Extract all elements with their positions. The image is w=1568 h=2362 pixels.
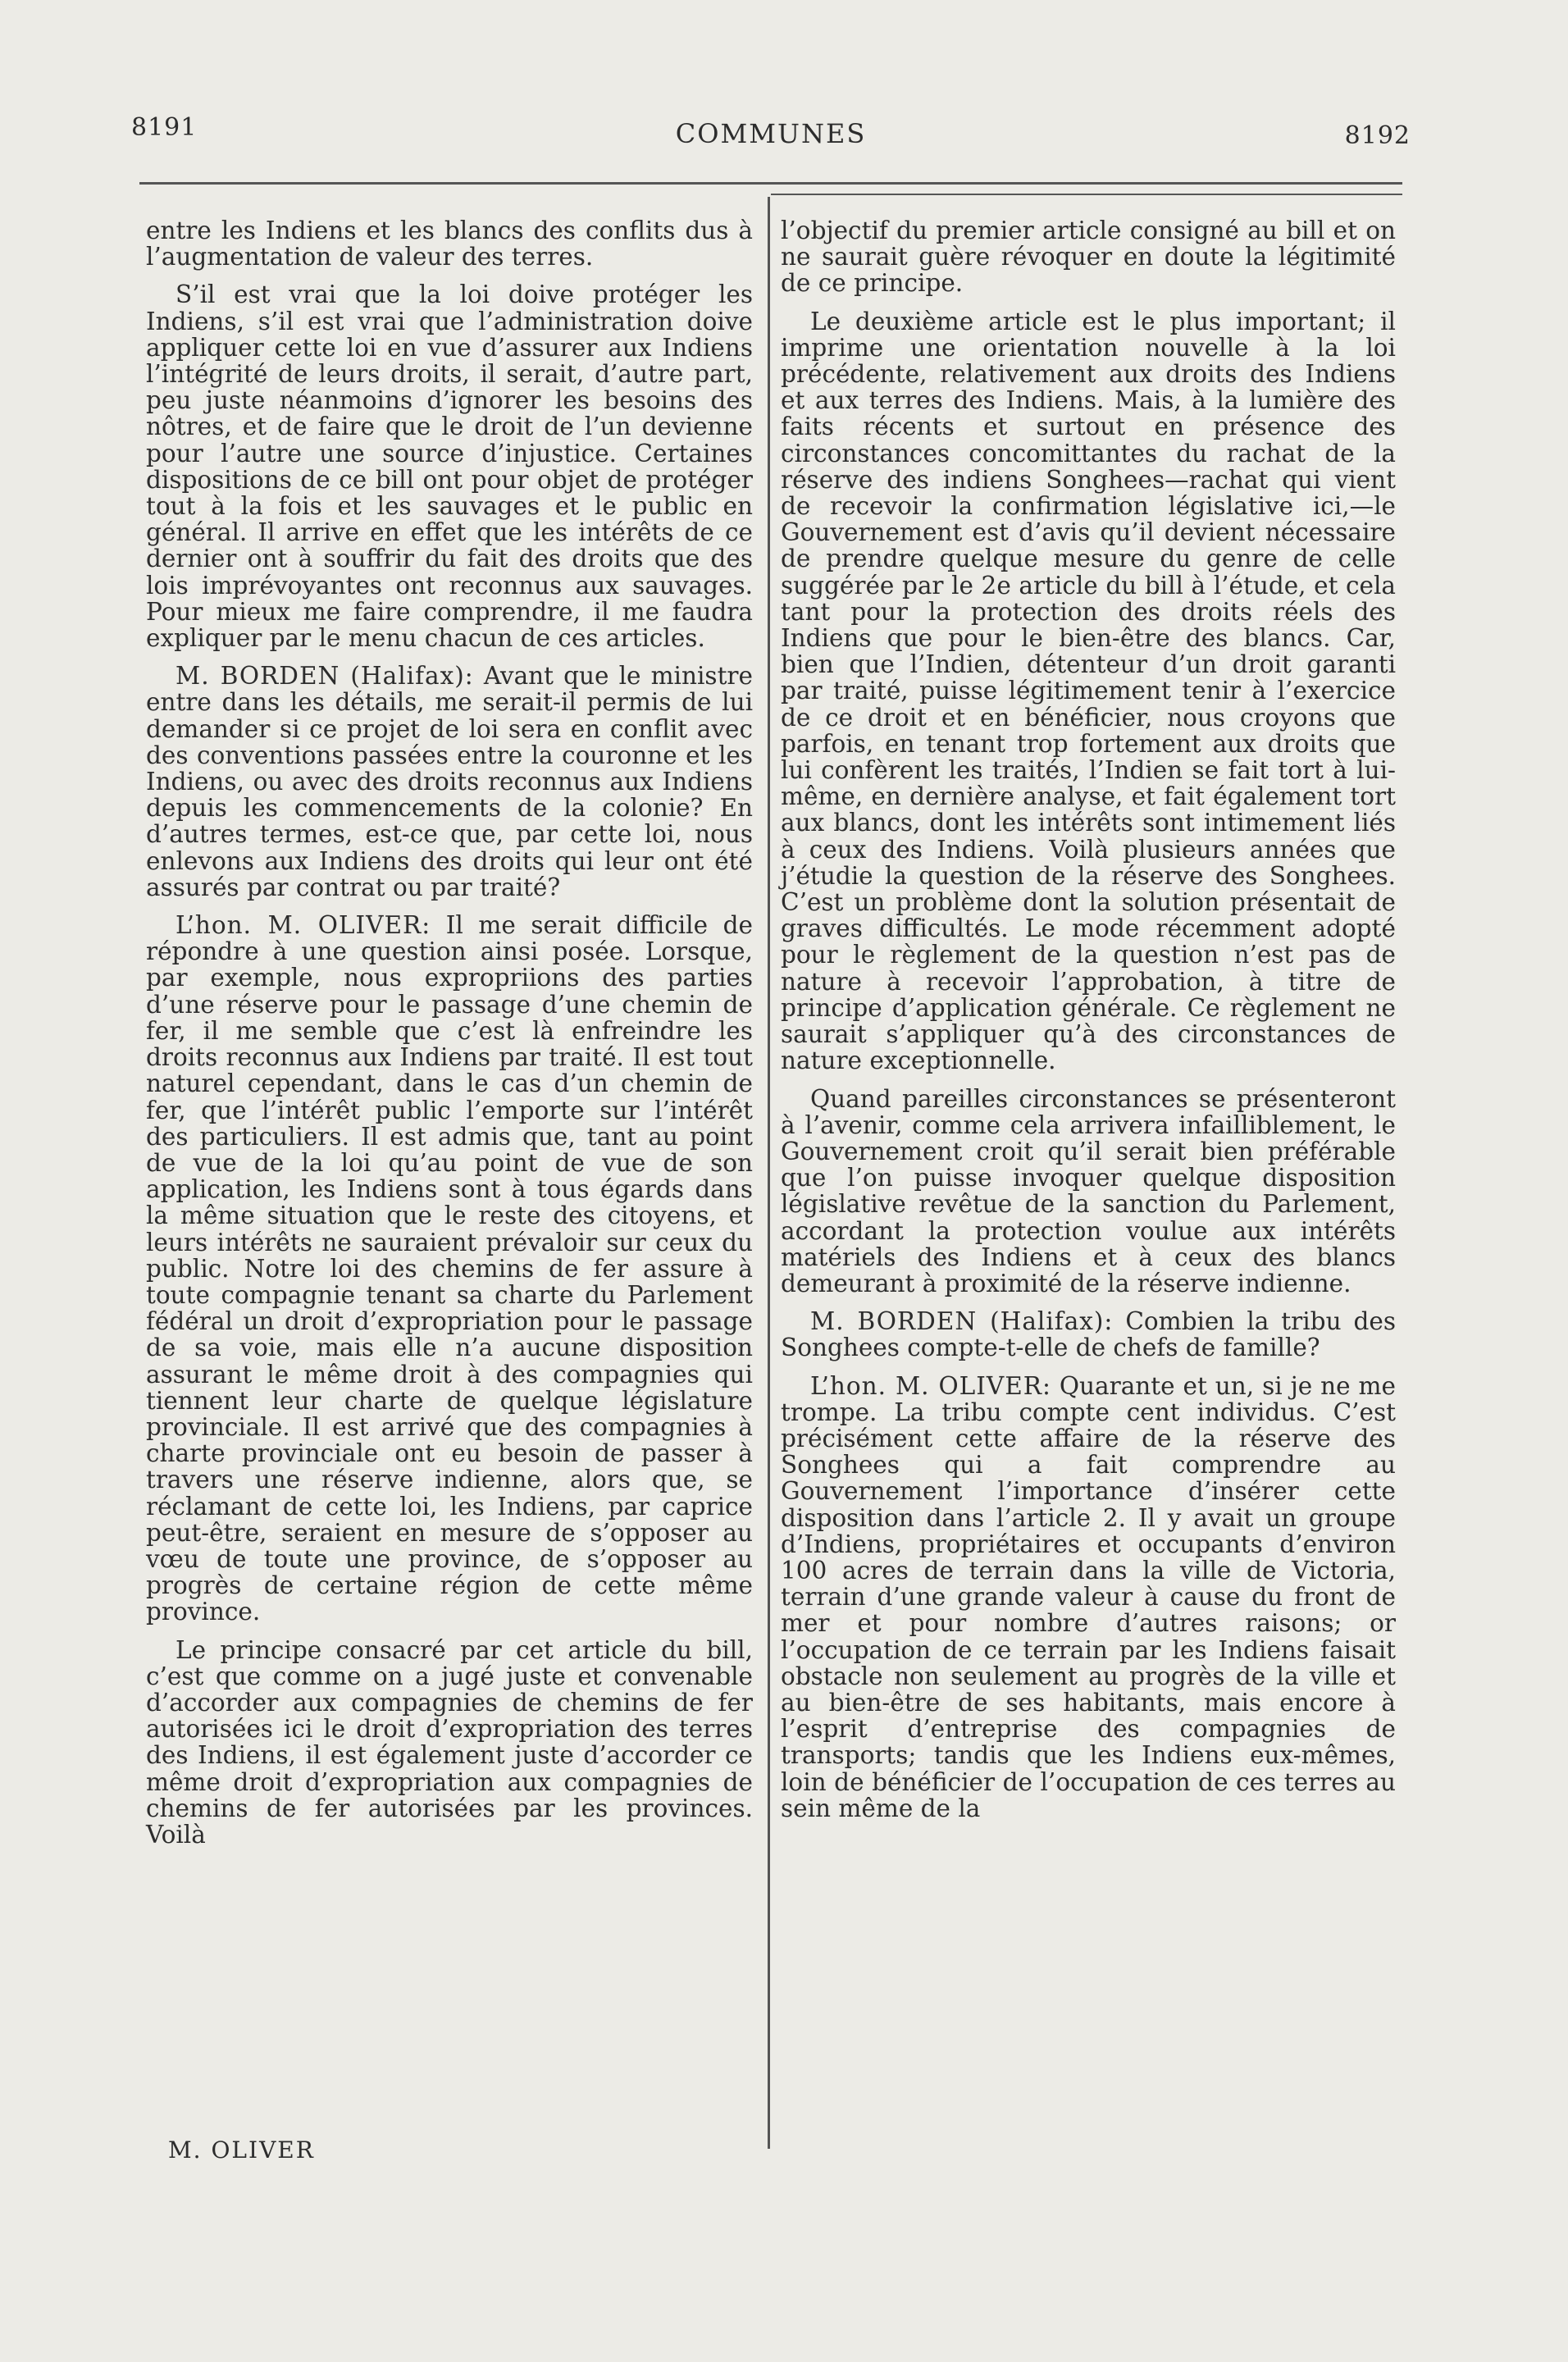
page-number-right: 8192 (1344, 121, 1411, 150)
paragraph-text: Quand pareilles circonstances se présenteront à l’avenir, comme cela arrivera infailliblement, le Gouvernement croit qu’il serait bien préférable que l’on puisse invoquer quelque disposition législative revêtue de la sanction du Parlement, accordant la protection voulue aux intérêts matériels des Indiens et à ceux des blancs demeurant à proximité de la réserve indienne. (781, 1084, 1396, 1297)
paragraph (781, 217, 1396, 297)
speaker-name: M. BORDEN (Halifax): (810, 1307, 1114, 1336)
running-title: COMMUNES (675, 118, 867, 149)
paragraph-text: Le deuxième article est le plus important; il imprime une orientation nouvelle à la loi précédente, relativement aux droits des Indiens et aux terres des Indiens. Mais, à la lumière des faits récents et surtout en présence des circonstances concomittantes du rachat de la réserve des indiens Songhees—rachat qui vient de recevoir la confirmation législative ici,—le Gouvernement est d’avis qu’il devient nécessaire de prendre quelque mesure du genre de celle suggérée par le 2e article du bill à l’étude, et cela tant pour la protection des droits réels des Indiens que pour le bien-être des blancs. Car, bien que l’Indien, détenteur d’un droit garanti par traité, puisse légitimement tenir à l’exercice de ce droit et en bénéficier, nous croyons que parfois, en tenant trop fortement aux droits que lui confèrent les traités, l’Indien se fait tort à lui-même, en dernière analyse, et fait également tort aux blancs, dont les intérêts sont intimement liés à ceux des Indiens. Voilà plusieurs années que j’étudie la question de la réserve des Songhees. C’est un problème dont la solution présentait de graves difficultés. Le mode récemment adopté pour le règlement de la question n’est pas de nature à recevoir l’approbation, à titre de principe d’application générale. Ce règlement ne saurait s’appliquer qu’à des circonstances de nature exceptionnelle. (781, 307, 1396, 1075)
paragraph-text: S’il est vrai que la loi doive protéger les Indiens, s’il est vrai que l’administration doive appliquer cette loi en vue d’assurer aux Indiens l’intégrité de leurs droits, il serait, d’autre part, peu juste néanmoins d’ignorer les besoins des nôtres, et de faire que le droit de l’un devienne pour l’autre une source d’injustice. Certaines dispositions de ce bill ont pour objet de protéger tout à la fois et les sauvages et le public en général. Il arrive en effet que les intérêts de ce dernier ont à souffrir du fait des droits que des lois imprévoyantes ont reconnus aux sauvages. Pour mieux me faire comprendre, il me faudra expliquer par le menu chacun de ces articles. (146, 280, 753, 653)
paragraph-text: Avant que le ministre entre dans les détails, me serait-il permis de lui demander si ce projet de loi sera en conflit avec des conventions passées entre la couronne et les Indiens, ou avec des droits reconnus aux Indiens depuis les commencements de la colonie? En d’autres termes, est-ce que, par cette loi, nous enlevons aux Indiens des droits qui leur ont été assurés par contrat ou par traité? (146, 662, 753, 901)
paragraph (146, 217, 753, 270)
paragraph (146, 663, 753, 901)
paragraph (146, 912, 753, 1625)
header-rule-secondary (771, 194, 1402, 195)
paragraph-text: Combien la tribu des Songhees compte-t-elle de chefs de famille? (781, 1307, 1396, 1362)
header-rule (139, 182, 1402, 185)
paragraph-text: l’objectif du premier article consigné au bill et on ne saurait guère révoquer en doute la légitimité de ce principe. (781, 217, 1396, 298)
paragraph (781, 1308, 1396, 1361)
paragraph-text: Le principe consacré par cet article du bill, c’est que comme on a jugé juste et convenable d’accorder aux compagnies de chemins de fer autorisées ici le droit d’expropriation des terres des Indiens, il est également juste d’accorder ce même droit d’expropriation aux compagnies de chemins de fer autorisées par les provinces. Voilà (146, 1635, 753, 1849)
paragraph (146, 1637, 753, 1849)
paragraph (146, 281, 753, 651)
speaker-name: M. BORDEN (Halifax): (175, 662, 474, 691)
page-header (131, 113, 1411, 154)
page-number-left: 8191 (131, 113, 198, 142)
paragraph-text: entre les Indiens et les blancs des conflits dus à l’augmentation de valeur des terres. (146, 217, 753, 271)
paragraph (781, 308, 1396, 1074)
catchword: M. OLIVER (168, 2136, 315, 2164)
speaker-name: L’hon. M. OLIVER: (175, 911, 431, 940)
paragraph-text: Il me serait difficile de répondre à une question ainsi posée. Lorsque, par exemple, nous expropriions des parties d’une réserve pour le passage d’une chemin de fer, il me semble que c’est là enfreindre les droits reconnus aux Indiens par traité. Il est tout naturel cependant, dans le cas d’un chemin de fer, que l’intérêt public l’emporte sur l’intérêt des particuliers. Il est admis que, tant au point de vue de la loi qu’au point de vue de son application, les Indiens sont à tous égards dans la même situation que le reste des citoyens, et leurs intérêts ne sauraient prévaloir sur ceux du public. Notre loi des chemins de fer assure à toute compagnie tenant sa charte du Parlement fédéral un droit d’expropriation pour le passage de sa voie, mais elle n’a aucune disposition assurant le même droit à des compagnies qui tiennent leur charte de quelque législature provinciale. Il est arrivé que des compagnies à charte provinciale ont eu besoin de passer à travers une réserve indienne, alors que, se réclamant de cette loi, les Indiens, par caprice peut-être, seraient en mesure de s’opposer au vœu de toute une province, de s’opposer au progrès de certaine région de cette même province. (146, 911, 753, 1626)
speaker-name: L’hon. M. OLIVER: (810, 1371, 1051, 1400)
left-column (146, 217, 753, 1859)
paragraph (781, 1373, 1396, 1822)
paragraph-text: Quarante et un, si je ne me trompe. La tribu compte cent individus. C’est précisément cette affaire de la réserve des Songhees qui a fait comprendre au Gouvernement l’importance d’insérer cette disposition dans l’article 2. Il y avait un groupe d’Indiens, propriétaires et occupants d’environ 100 acres de terrain dans la ville de Victoria, terrain d’une grande valeur à cause du front de mer et pour nombre d’autres raisons; or l’occupation de ce terrain par les Indiens faisait obstacle non seulement au progrès de la ville et au bien-être de ses habitants, mais encore à l’esprit d’entreprise des compagnies de transports; tandis que les Indiens eux-mêmes, loin de bénéficier de l’occupation de ces terres au sein même de la (781, 1371, 1396, 1822)
paragraph (781, 1086, 1396, 1297)
right-column (781, 217, 1396, 1833)
column-divider (768, 197, 770, 2149)
